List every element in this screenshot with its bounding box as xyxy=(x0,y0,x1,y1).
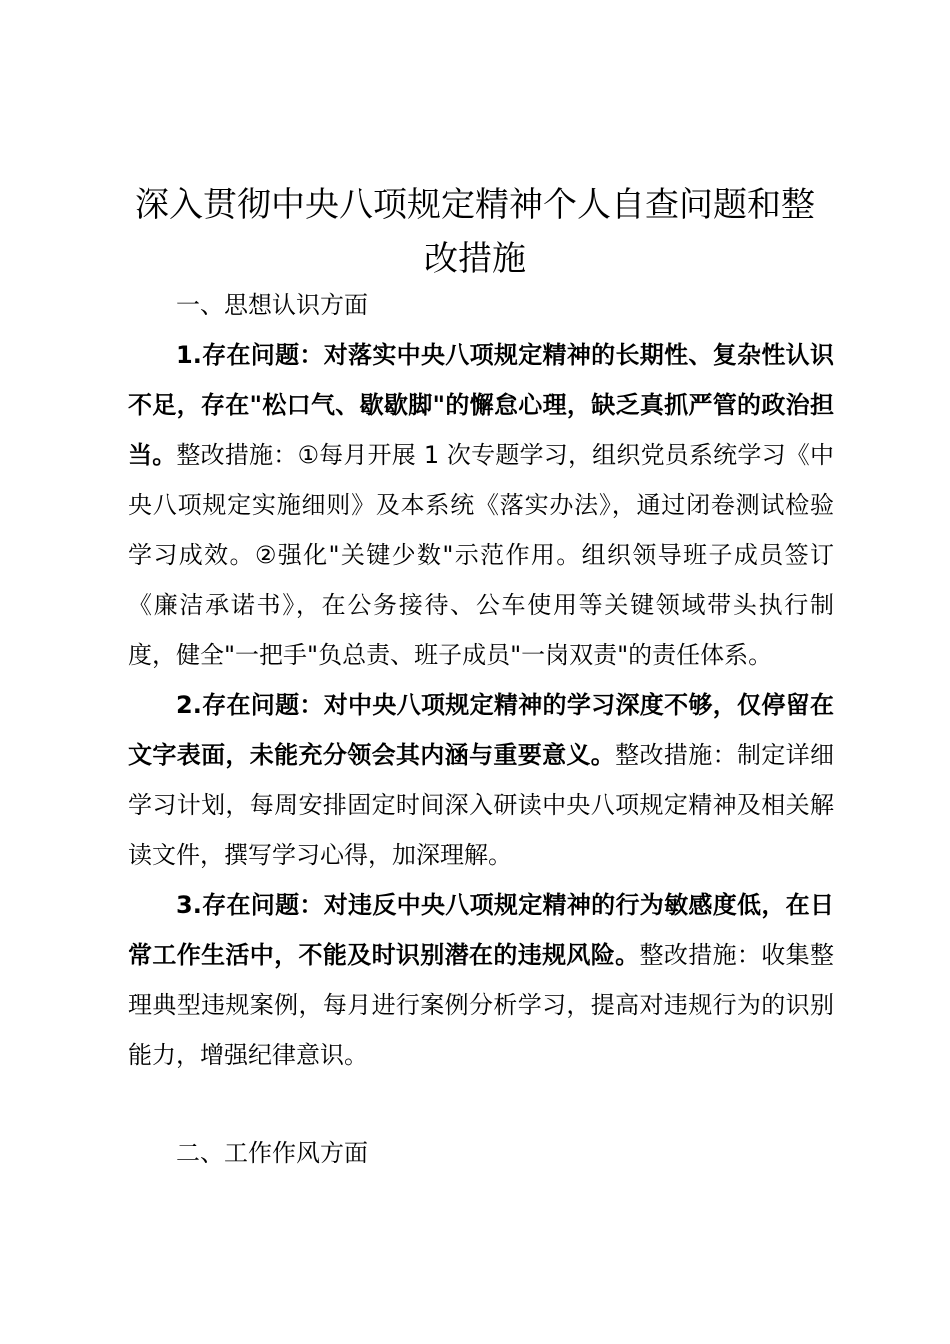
section-heading-1: 一、思想认识方面 xyxy=(176,291,368,319)
item-paragraph-2 xyxy=(128,680,834,880)
item-measures-1: 整改措施：①每月开展 1 次专题学习，组织党员系统学习《中央八项规定实施细则》及本系统《落实办法》，通过闭卷测试检验学习成效。②强化"关键少数"示范作用。组织领导班子成员签订《廉洁承诺书》，在公务接待、公车使用等关键领域带头执行制度，健全"一把手"负总责、班子成员"一岗双责"的责任体系。 xyxy=(128,441,835,669)
item-problem-2: 2.存在问题：对中央八项规定精神的学习深度不够，仅停留在文字表面，未能充分领会其内涵与重要意义。 xyxy=(128,691,834,769)
item-paragraph-3 xyxy=(128,880,834,1080)
document-body xyxy=(128,280,834,1080)
title-line-1: 深入贯彻中央八项规定精神个人自查问题和整 xyxy=(135,185,815,225)
item-paragraph-1 xyxy=(128,330,834,680)
title-line-2: 改措施 xyxy=(424,239,526,279)
item-measures-2: 整改措施：制定详细学习计划，每周安排固定时间深入研读中央八项规定精神及相关解读文件，撰写学习心得，加深理解。 xyxy=(128,741,835,869)
document-title xyxy=(110,178,840,286)
item-problem-1: 1.存在问题：对落实中央八项规定精神的长期性、复杂性认识不足，存在"松口气、歇歇脚"的懈怠心理，缺乏真抓严管的政治担当。 xyxy=(128,341,834,469)
section-heading-2: 二、工作作风方面 xyxy=(176,1139,368,1167)
item-problem-3: 3.存在问题：对违反中央八项规定精神的行为敏感度低，在日常工作生活中，不能及时识别潜在的违规风险。 xyxy=(128,891,834,969)
item-measures-3: 整改措施：收集整理典型违规案例，每月进行案例分析学习，提高对违规行为的识别能力，增强纪律意识。 xyxy=(128,941,834,1069)
